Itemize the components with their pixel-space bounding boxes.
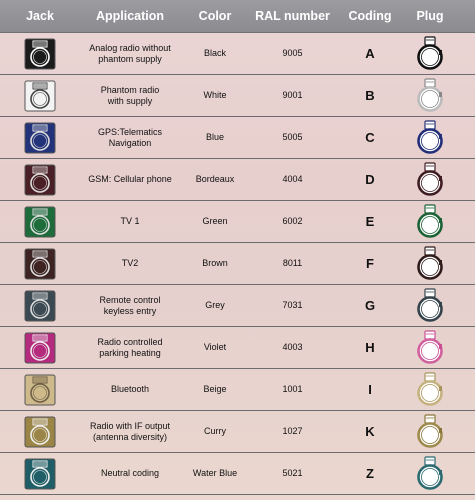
table-row (0, 243, 475, 285)
application-cell: Radio with IF output (antenna diversity) (89, 420, 171, 442)
color-cell: Blue (205, 132, 224, 142)
plug-green-icon (415, 204, 445, 240)
table-row (0, 411, 475, 453)
coding-cell: B (365, 88, 375, 103)
table-row (0, 327, 475, 369)
plug-blue-icon (415, 120, 445, 156)
header-color: Color (198, 9, 232, 23)
application-cell: Analog radio without phantom supply (89, 42, 171, 64)
application-cell: Remote control keyless entry (99, 294, 161, 316)
table-row (0, 453, 475, 495)
application-cell: Phantom radio with supply (100, 84, 160, 106)
header-ral-number: RAL number (255, 9, 330, 23)
ral-number-cell: 9005 (282, 48, 303, 58)
plug-curry-icon (415, 414, 445, 450)
header-application: Application (95, 9, 165, 23)
application-cell: Neutral coding (100, 468, 160, 478)
application-cell: TV 1 (120, 216, 140, 226)
plug-grey-icon (415, 288, 445, 324)
table-row (0, 369, 475, 411)
table-row (0, 159, 475, 201)
coding-cell: E (365, 214, 375, 229)
jack-socket-bordeaux-icon (24, 164, 56, 196)
application-cell: Bluetooth (110, 384, 150, 394)
jack-socket-curry-icon (24, 416, 56, 448)
application-cell: GPS:Telematics Navigation (97, 126, 163, 148)
coding-cell: K (365, 424, 375, 439)
header-coding: Coding (348, 9, 392, 23)
color-cell: Black (203, 48, 226, 58)
ral-number-cell: 4003 (282, 342, 303, 352)
plug-water-blue-icon (415, 456, 445, 492)
application-cell: TV2 (121, 258, 139, 268)
plug-beige-icon (415, 372, 445, 408)
color-cell: Brown (202, 258, 228, 268)
coding-cell: F (366, 256, 374, 271)
ral-number-cell: 9001 (282, 90, 303, 100)
table-row (0, 33, 475, 75)
ral-number-cell: 7031 (282, 300, 303, 310)
jack-socket-violet-icon (24, 332, 56, 364)
table-header (0, 0, 475, 33)
coding-cell: I (368, 382, 372, 397)
table-row (0, 75, 475, 117)
ral-number-cell: 1001 (282, 384, 303, 394)
color-cell: Green (202, 216, 228, 226)
plug-black-icon (415, 36, 445, 72)
color-cell: Curry (204, 426, 226, 436)
table-row (0, 117, 475, 159)
application-cell: Radio controlled parking heating (97, 336, 163, 358)
ral-number-cell: 6002 (282, 216, 303, 226)
plug-violet-icon (415, 330, 445, 366)
color-cell: Violet (203, 342, 227, 352)
color-cell: Beige (203, 384, 227, 394)
table-row (0, 285, 475, 327)
color-cell: Water Blue (192, 468, 238, 478)
header-plug: Plug (416, 9, 444, 23)
header-jack: Jack (26, 9, 54, 23)
table-row (0, 201, 475, 243)
jack-socket-black-icon (24, 38, 56, 70)
ral-number-cell: 4004 (282, 174, 303, 184)
jack-socket-beige-icon (24, 374, 56, 406)
jack-socket-water-blue-icon (24, 458, 56, 490)
coding-cell: G (364, 298, 376, 313)
coding-cell: Z (366, 466, 374, 481)
jack-socket-blue-icon (24, 122, 56, 154)
ral-number-cell: 8011 (282, 258, 303, 268)
jack-socket-green-icon (24, 206, 56, 238)
jack-socket-brown-icon (24, 248, 56, 280)
plug-brown-icon (415, 246, 445, 282)
coding-cell: C (365, 130, 375, 145)
jack-socket-white-icon (24, 80, 56, 112)
coding-cell: A (365, 46, 375, 61)
coding-cell: D (365, 172, 375, 187)
application-cell: GSM: Cellular phone (88, 174, 172, 184)
plug-white-icon (415, 78, 445, 114)
color-cell: Bordeaux (195, 174, 235, 184)
color-cell: Grey (205, 300, 225, 310)
ral-number-cell: 1027 (282, 426, 303, 436)
plug-bordeaux-icon (415, 162, 445, 198)
coding-cell: H (365, 340, 375, 355)
ral-number-cell: 5005 (282, 132, 303, 142)
ral-number-cell: 5021 (282, 468, 303, 478)
color-cell: White (203, 90, 227, 100)
jack-socket-grey-icon (24, 290, 56, 322)
